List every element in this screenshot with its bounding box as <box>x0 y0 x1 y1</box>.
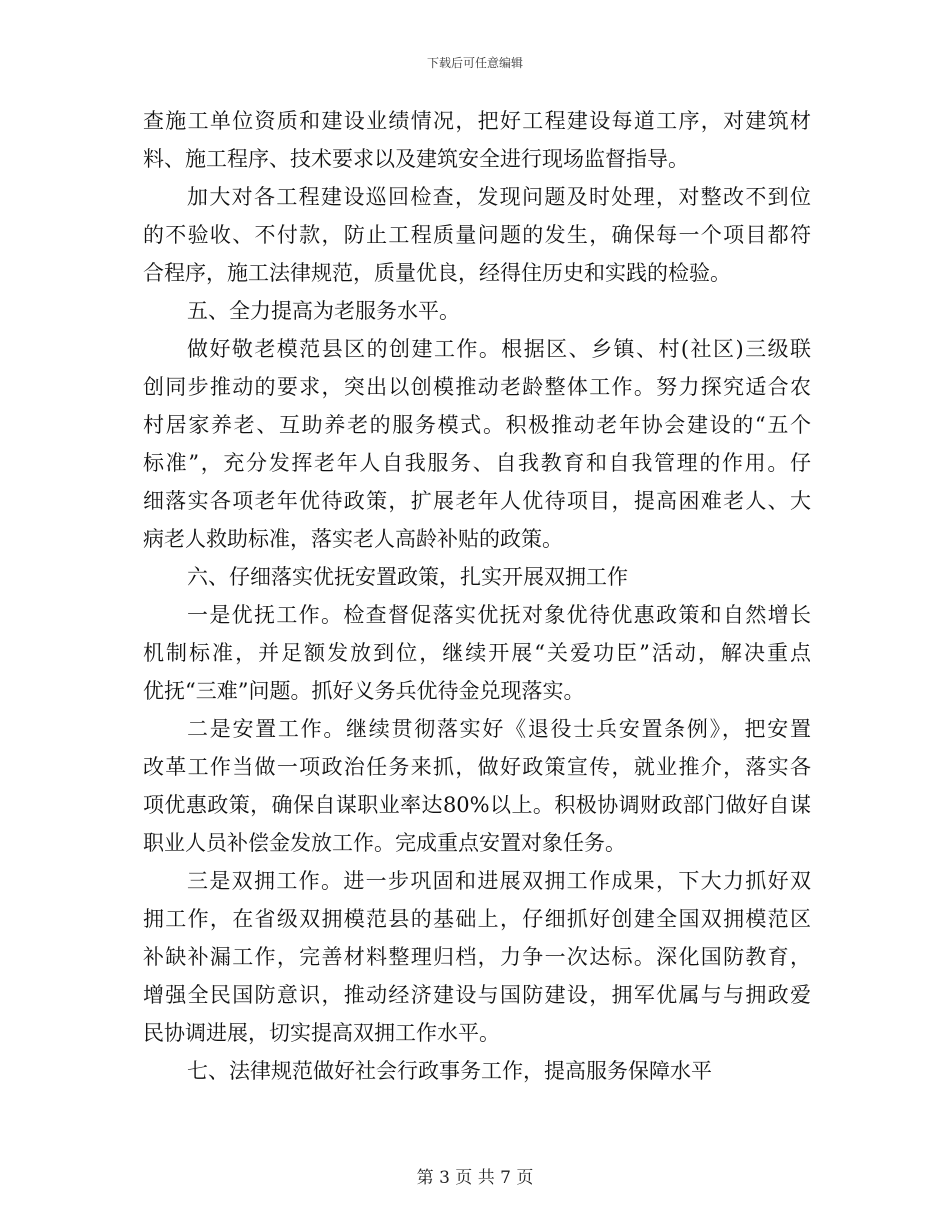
text-line: 合程序，施工法律规范，质量优良，经得住历史和实践的检验。 <box>143 261 731 285</box>
text-line: 改革工作当做一项政治任务来抓，做好政策宣传，就业推介，落实各 <box>143 755 811 779</box>
text-line: 料、施工程序、技术要求以及建筑安全进行现场监督指导。 <box>143 147 689 171</box>
text-line: 的不验收、不付款，防止工程质量问题的发生，确保每一个项目都符 <box>143 223 811 247</box>
text-line: 七、法律规范做好社会行政事务工作，提高服务保障水平 <box>187 1059 712 1083</box>
text-line: 民协调进展，切实提高双拥工作水平。 <box>143 1021 500 1045</box>
page-number: 第 3 页 共 7 页 <box>416 1168 534 1188</box>
document-body <box>143 102 811 1090</box>
text-line: 职业人员补偿金发放工作。完成重点安置对象任务。 <box>143 831 626 855</box>
text-line: 项优惠政策，确保自谋职业率达80%以上。积极协调财政部门做好自谋 <box>143 793 811 817</box>
page-header: 下载后可任意编辑 <box>426 56 523 70</box>
text-line: 创同步推动的要求，突出以创模推动老龄整体工作。努力探究适合农 <box>143 375 811 399</box>
text-line: 查施工单位资质和建设业绩情况，把好工程建设每道工序，对建筑材 <box>143 109 811 133</box>
text-line: 补缺补漏工作，完善材料整理归档，力争一次达标。深化国防教育， <box>143 945 811 969</box>
text-line: 拥工作，在省级双拥模范县的基础上，仔细抓好创建全国双拥模范区 <box>143 907 811 931</box>
text-line: 加大对各工程建设巡回检查，发现问题及时处理，对整改不到位 <box>187 185 811 209</box>
text-line: 做好敬老模范县区的创建工作。根据区、乡镇、村(社区)三级联 <box>187 337 811 361</box>
text-line: 细落实各项老年优待政策，扩展老年人优待项目，提高困难老人、大 <box>143 489 811 513</box>
text-line: 六、仔细落实优抚安置政策，扎实开展双拥工作 <box>187 565 628 589</box>
text-line: 标准”，充分发挥老年人自我服务、自我教育和自我管理的作用。仔 <box>143 451 811 475</box>
text-line: 优抚“三难”问题。抓好义务兵优待金兑现落实。 <box>143 679 585 703</box>
text-line: 三是双拥工作。进一步巩固和进展双拥工作成果，下大力抓好双 <box>187 869 811 893</box>
text-line: 五、全力提高为老服务水平。 <box>187 299 460 323</box>
text-line: 二是安置工作。继续贯彻落实好《退役士兵安置条例》，把安置 <box>187 717 811 741</box>
text-line: 增强全民国防意识，推动经济建设与国防建设，拥军优属与与拥政爱 <box>143 983 811 1007</box>
text-line: 机制标准，并足额发放到位，继续开展“关爱功臣”活动，解决重点 <box>143 641 811 665</box>
text-line: 一是优抚工作。检查督促落实优抚对象优待优惠政策和自然增长 <box>187 603 811 627</box>
text-line: 村居家养老、互助养老的服务模式。积极推动老年协会建设的“五个 <box>143 413 811 437</box>
text-line: 病老人救助标准，落实老人高龄补贴的政策。 <box>143 527 563 551</box>
